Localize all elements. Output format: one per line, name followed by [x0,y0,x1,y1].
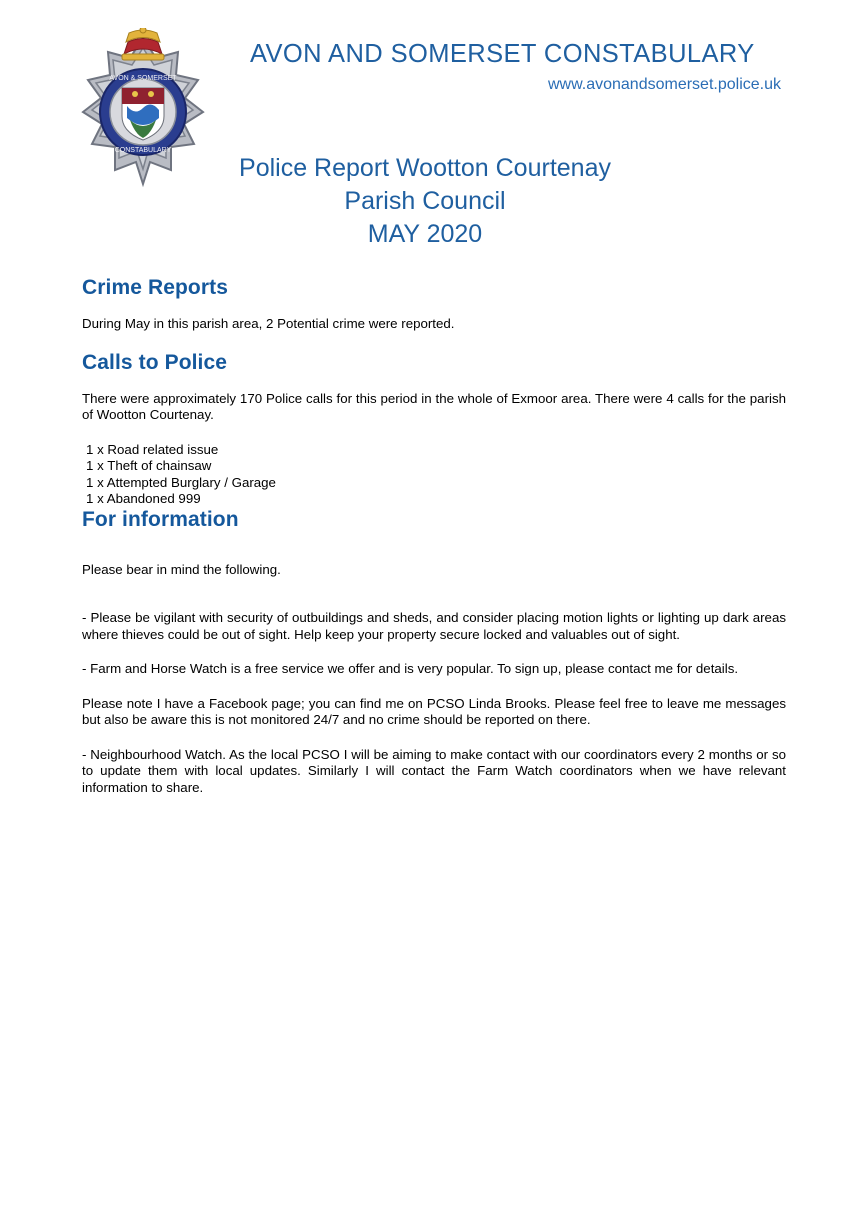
for-information-heading: For information [82,507,239,531]
calls-to-police-heading: Calls to Police [82,350,228,374]
calls-breakdown-list [82,442,786,508]
organisation-website: www.avonandsomerset.police.uk [547,76,781,93]
organisation-name: AVON AND SOMERSET CONSTABULARY [250,40,755,68]
crime-reports-text: During May in this parish area, 2 Potential crime were reported. [82,316,455,331]
section-for-information [82,508,786,797]
svg-text:AVON & SOMERSET: AVON & SOMERSET [109,75,177,82]
list-item: 1 x Attempted Burglary / Garage [86,474,276,490]
document-title-line-1: Police Report Wootton Courtenay [239,154,611,182]
document-title [215,152,635,251]
section-calls-to-police [82,351,786,508]
for-information-paragraph-2: - Farm and Horse Watch is a free service we offer and is very popular. To sign up, please contact me for details. [82,661,739,677]
crime-reports-heading: Crime Reports [82,276,229,299]
document-title-line-2: Parish Council [344,187,506,215]
document-title-line-3: MAY 2020 [367,220,483,248]
for-information-intro: Please bear in mind the following. [82,561,281,577]
police-crest-icon [72,28,214,200]
calls-to-police-text: There were approximately 170 Police calls for this period in the whole of Exmoor area. There were 4 calls for the parish of Wootton Courtenay. [82,390,786,422]
section-crime-reports [82,276,786,333]
list-item: 1 x Road related issue [86,441,219,457]
document-header [0,0,863,270]
for-information-paragraph-4: - Neighbourhood Watch. As the local PCSO I will be aiming to make contact with our coordinators every 2 months or so to update them with local updates. Similarly I will contact the Farm Watch coordinators when we have relevant information to share. [82,746,786,795]
svg-text:CONSTABULARY: CONSTABULARY [114,147,172,154]
spacer [82,596,786,610]
document-body [82,276,786,814]
list-item: 1 x Theft of chainsaw [86,458,212,474]
for-information-paragraph-3: Please note I have a Facebook page; you can find me on PCSO Linda Brooks. Please feel free to leave me messages but also be aware this is not monitored 24/7 and no crime should be reported on there. [82,695,786,728]
for-information-paragraph-1: - Please be vigilant with security of outbuildings and sheds, and consider placing motion lights or lighting up dark areas where thieves could be out of sight. Help keep your property secure locked and valuables out of sight. [82,610,786,642]
list-item: 1 x Abandoned 999 [86,491,201,507]
spacer [82,548,786,562]
